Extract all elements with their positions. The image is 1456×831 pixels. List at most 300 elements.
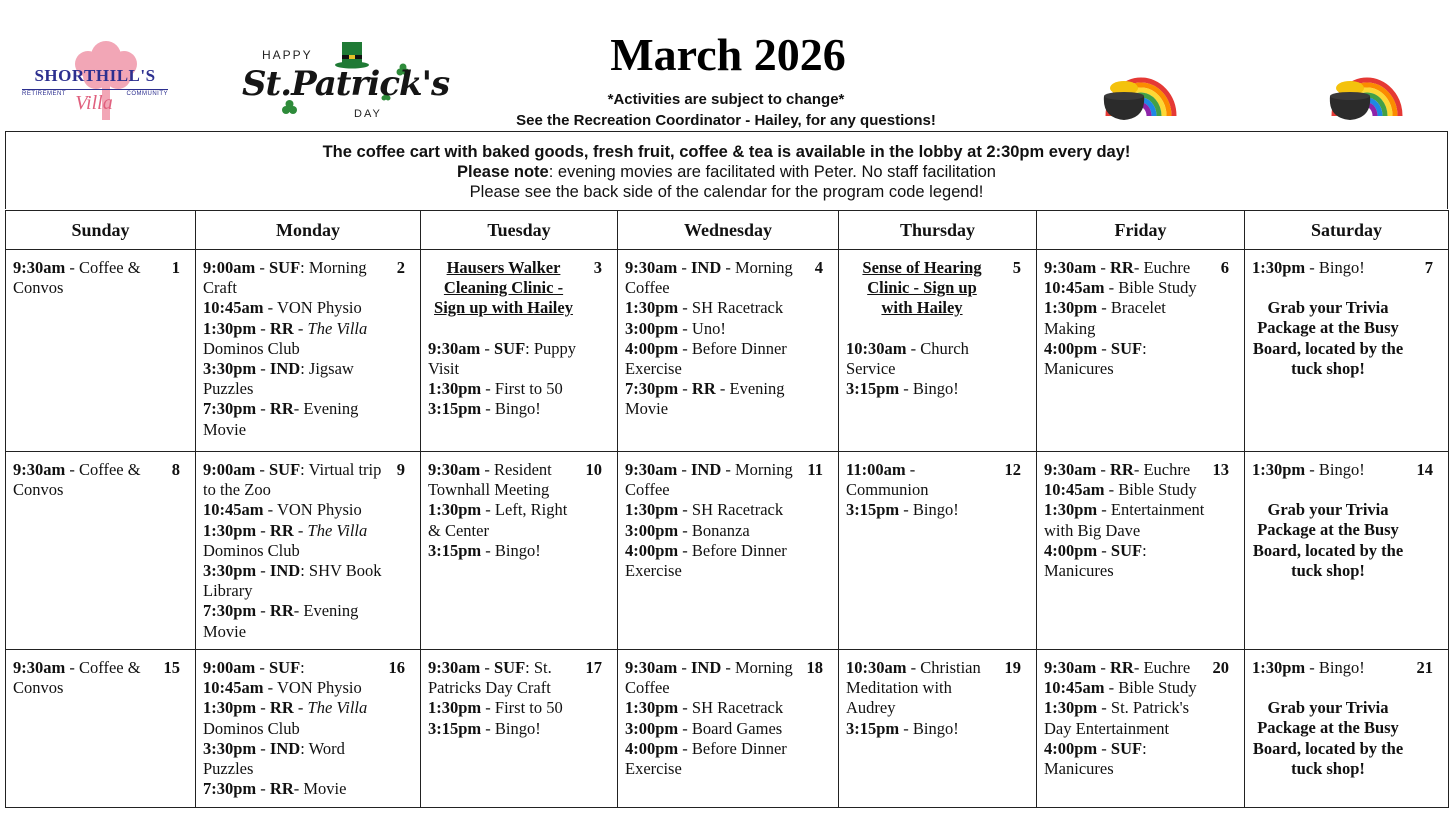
calendar-week-row <box>6 452 1449 650</box>
day-cell <box>839 650 1037 808</box>
event-time: 3:00pm <box>625 318 679 338</box>
day-events <box>1252 258 1442 379</box>
event-text: Bible Study <box>1118 278 1197 298</box>
event-item <box>625 298 802 318</box>
event-item <box>625 319 802 339</box>
trivia-notice: Grab your Trivia Package at the Busy Board, located by the tuck shop! <box>1252 500 1404 580</box>
event-separator: - <box>481 698 495 718</box>
event-time: 1:30pm <box>1044 698 1098 718</box>
event-separator: - <box>677 258 691 277</box>
program-code: IND <box>691 258 722 277</box>
event-item <box>428 541 581 561</box>
event-text: - Morning Coffee <box>625 258 793 298</box>
event-time: 1:30pm <box>1252 460 1306 479</box>
event-time: 1:30pm <box>1044 298 1098 318</box>
day-number: 13 <box>1212 460 1229 479</box>
legend-note: Please see the back side of the calendar for the program code legend! <box>469 183 984 201</box>
event-separator: - <box>481 500 495 520</box>
program-code: RR <box>269 520 294 540</box>
calendar-week-row <box>6 250 1449 452</box>
event-time: 7:30pm <box>203 601 257 621</box>
st-patricks-day-logo <box>238 38 450 126</box>
day-header-saturday: Saturday <box>1245 211 1449 250</box>
event-time: 1:30pm <box>203 520 257 540</box>
day-header-tuesday: Tuesday <box>421 211 618 250</box>
day-header-thursday: Thursday <box>839 211 1037 250</box>
coordinator-note: See the Recreation Coordinator - Hailey, for any questions! <box>516 112 936 129</box>
program-code: IND <box>691 658 722 677</box>
event-item <box>625 379 802 419</box>
event-item <box>846 339 1000 379</box>
event-item <box>625 500 802 520</box>
event-time: 3:15pm <box>846 500 900 520</box>
shv-sub-left: RETIREMENT <box>22 91 66 97</box>
event-separator: - <box>1096 258 1110 277</box>
event-separator: - <box>263 500 277 520</box>
day-events <box>203 658 414 799</box>
event-separator: - <box>255 658 269 677</box>
event-time: 1:30pm <box>428 500 482 520</box>
event-text: Bingo! <box>1318 460 1365 479</box>
event-time: 1:30pm <box>1044 500 1098 520</box>
day-header-sunday: Sunday <box>6 211 196 250</box>
day-cell <box>618 452 839 650</box>
event-item <box>428 500 581 540</box>
spacer <box>1252 480 1412 500</box>
event-text: - Evening Movie <box>203 601 359 641</box>
event-text: SH Racetrack <box>691 298 784 318</box>
event-time: 3:15pm <box>846 379 900 399</box>
event-item <box>1044 298 1208 338</box>
event-text: : Jigsaw Puzzles <box>203 359 354 399</box>
rainbow-pot-of-gold-icon <box>1322 38 1412 122</box>
event-text: Coffee & Convos <box>13 658 141 698</box>
day-events <box>1044 460 1238 581</box>
day-events <box>625 658 832 779</box>
event-text: Bingo! <box>1318 658 1365 677</box>
day-events <box>1252 460 1442 581</box>
event-separator: - <box>1096 460 1110 479</box>
event-separator: - <box>1104 678 1119 698</box>
event-text: Bible Study <box>1118 678 1197 698</box>
event-italic: The Villa <box>307 698 368 718</box>
event-italic: The Villa <box>307 318 368 338</box>
event-item <box>203 460 384 500</box>
program-code: SUF <box>269 460 301 479</box>
event-separator: - <box>1097 738 1111 758</box>
program-code: RR <box>269 779 294 799</box>
event-text: - Euchre <box>1133 460 1191 479</box>
day-number: 18 <box>806 658 823 677</box>
day-number: 8 <box>171 460 180 479</box>
event-separator: - <box>1097 540 1111 560</box>
event-text-cont: Dominos Club <box>203 540 300 560</box>
day-number: 15 <box>163 658 180 677</box>
special-event: Sense of Hearing Clinic - Sign up with Hailey <box>862 258 982 318</box>
event-text: Bingo! <box>1318 258 1365 277</box>
day-events <box>625 258 832 420</box>
event-separator: - <box>256 520 270 540</box>
day-events <box>1044 658 1238 779</box>
change-note: *Activities are subject to change* <box>607 91 845 108</box>
day-number: 14 <box>1416 460 1433 479</box>
event-item <box>1044 541 1208 581</box>
event-separator: - <box>906 658 921 677</box>
day-cell <box>839 250 1037 452</box>
day-cell <box>1037 452 1245 650</box>
day-number: 9 <box>396 460 405 479</box>
event-separator: - <box>480 460 494 479</box>
event-text: Bible Study <box>1118 480 1197 500</box>
event-item <box>203 678 384 698</box>
day-cell <box>421 452 618 650</box>
event-text: Coffee & Convos <box>13 258 141 298</box>
event-text: : Virtual trip to the Zoo <box>203 460 382 500</box>
movies-note-text: : evening movies are facilitated with Peter. No staff facilitation <box>548 163 996 181</box>
event-item <box>428 399 581 419</box>
day-events <box>13 460 189 500</box>
event-time: 4:00pm <box>625 540 679 560</box>
event-time: 1:30pm <box>428 379 482 399</box>
program-code: RR <box>691 379 716 399</box>
program-code: RR <box>1110 658 1134 677</box>
program-code: RR <box>269 399 294 419</box>
day-events <box>1252 658 1442 779</box>
event-item <box>203 601 384 641</box>
event-separator: - <box>481 540 495 560</box>
day-number: 16 <box>388 658 405 677</box>
program-code: IND <box>269 561 301 581</box>
day-cell <box>421 650 618 808</box>
day-number: 17 <box>585 658 602 677</box>
event-item <box>1044 698 1208 738</box>
event-separator: - <box>256 359 270 379</box>
event-time: 4:00pm <box>625 738 679 758</box>
program-code: SUF <box>1110 338 1143 358</box>
spacer <box>1252 278 1412 298</box>
event-time: 4:00pm <box>1044 338 1098 358</box>
rainbow-pot-of-gold-icon <box>1096 38 1186 122</box>
event-separator: - <box>65 658 79 677</box>
day-cell <box>839 452 1037 650</box>
event-separator: - <box>256 779 270 799</box>
happy-text: HAPPY <box>262 48 313 62</box>
day-number: 10 <box>585 460 602 479</box>
event-time: 9:30am <box>13 658 66 677</box>
day-number: 20 <box>1212 658 1229 677</box>
event-separator: - <box>256 318 270 338</box>
event-text-cont: Dominos Club <box>203 338 300 358</box>
event-item <box>203 521 384 561</box>
event-text: : SHV Book Library <box>203 561 382 601</box>
event-separator: - <box>255 258 269 277</box>
notice-box <box>5 131 1448 209</box>
event-separator: - <box>256 738 270 758</box>
program-code: SUF <box>1110 738 1143 758</box>
event-text: Resident Townhall Meeting <box>428 460 552 500</box>
program-code: RR <box>269 698 294 718</box>
event-separator: - <box>678 318 692 338</box>
program-code: SUF <box>494 338 526 358</box>
event-item <box>13 258 159 298</box>
day-number: 11 <box>807 460 823 479</box>
event-separator: - <box>899 379 913 399</box>
event-time: 1:30pm <box>1252 258 1306 277</box>
day-events <box>203 258 414 440</box>
day-header-monday: Monday <box>196 211 421 250</box>
event-text: - <box>293 318 308 338</box>
event-time: 9:30am <box>1044 460 1097 479</box>
event-time: 1:30pm <box>625 298 679 318</box>
event-text: - Euchre <box>1133 658 1191 677</box>
event-item <box>625 460 802 500</box>
header-notes <box>426 89 1026 131</box>
event-item <box>1044 739 1208 779</box>
event-time: 7:30pm <box>203 399 257 419</box>
event-item <box>625 339 802 379</box>
event-time: 7:30pm <box>203 779 257 799</box>
event-item <box>625 698 802 718</box>
st-patricks-text: St.Patrick's <box>242 64 450 104</box>
event-separator: - <box>255 460 269 479</box>
event-time: 1:30pm <box>625 698 679 718</box>
day-header-friday: Friday <box>1037 211 1245 250</box>
day-events <box>428 658 611 739</box>
event-separator: - <box>678 698 692 718</box>
event-item <box>203 319 384 359</box>
event-separator: - <box>678 338 692 358</box>
event-item <box>846 460 1000 500</box>
spacer <box>846 319 1000 339</box>
event-time: 10:45am <box>203 298 264 318</box>
event-time: 9:30am <box>428 338 481 358</box>
special-event: Hausers Walker Cleaning Clinic - Sign up with Hailey <box>434 258 573 318</box>
day-events <box>428 258 611 419</box>
event-separator: - <box>481 399 495 419</box>
please-note-label: Please note <box>457 163 549 181</box>
event-time: 9:30am <box>625 658 678 677</box>
event-time: 10:30am <box>846 658 907 677</box>
day-cell <box>6 452 196 650</box>
event-item <box>1044 500 1208 540</box>
event-text: First to 50 <box>494 379 563 399</box>
trivia-notice: Grab your Trivia Package at the Busy Board, located by the tuck shop! <box>1252 698 1404 778</box>
event-separator: - <box>1104 278 1119 298</box>
event-separator: - <box>906 338 921 358</box>
event-time: 9:30am <box>428 460 481 479</box>
event-separator: - <box>1097 500 1111 520</box>
event-text-cont: Dominos Club <box>203 718 300 738</box>
event-time: 9:30am <box>13 258 66 277</box>
day-events <box>13 258 189 298</box>
event-time: 4:00pm <box>625 338 679 358</box>
event-item <box>625 541 802 581</box>
event-text: - Morning Coffee <box>625 460 793 500</box>
coffee-cart-note: The coffee cart with baked goods, fresh fruit, coffee & tea is available in the lobby at 2:30pm every day! <box>322 143 1131 161</box>
event-time: 9:30am <box>625 460 678 479</box>
trivia-notice: Grab your Trivia Package at the Busy Board, located by the tuck shop! <box>1252 298 1404 378</box>
event-separator: - <box>65 258 79 277</box>
day-header-wednesday: Wednesday <box>618 211 839 250</box>
event-item <box>203 298 384 318</box>
event-item <box>13 658 159 698</box>
day-number: 3 <box>593 258 602 277</box>
event-separator: - <box>905 460 916 479</box>
event-text: - <box>293 520 308 540</box>
event-text: - Movie <box>293 779 347 799</box>
day-number: 2 <box>396 258 405 277</box>
event-separator: - <box>263 298 277 318</box>
calendar-week-row <box>6 650 1449 808</box>
event-time: 3:00pm <box>625 520 679 540</box>
day-cell <box>1245 650 1449 808</box>
program-code: SUF <box>1110 540 1143 560</box>
event-item <box>428 460 581 500</box>
day-events <box>1044 258 1238 379</box>
event-time: 9:30am <box>625 258 678 277</box>
event-text: Before Dinner Exercise <box>625 738 787 779</box>
event-item <box>625 521 802 541</box>
event-time: 4:00pm <box>1044 540 1098 560</box>
calendar-grid <box>5 210 1449 808</box>
event-separator: - <box>899 500 913 520</box>
event-text: Before Dinner Exercise <box>625 338 787 379</box>
event-text: SH Racetrack <box>691 500 784 520</box>
event-time: 1:30pm <box>428 698 482 718</box>
event-text: Left, Right & Center <box>428 500 568 540</box>
program-code: RR <box>269 601 294 621</box>
event-text: Bonanza <box>691 520 750 540</box>
event-item <box>846 719 1000 739</box>
event-separator: - <box>1097 298 1111 318</box>
event-item <box>1044 678 1208 698</box>
day-cell <box>1037 650 1245 808</box>
event-time: 3:00pm <box>625 718 679 738</box>
event-text: : Manicures <box>1044 540 1147 581</box>
event-text: - Euchre <box>1133 258 1191 277</box>
day-cell <box>1245 250 1449 452</box>
event-time: 11:00am <box>846 460 906 479</box>
event-item <box>13 460 159 500</box>
event-text: - Evening Movie <box>625 379 785 419</box>
event-separator: - <box>677 460 691 479</box>
day-number: 12 <box>1004 460 1021 479</box>
event-text: Church Service <box>846 338 969 378</box>
event-time: 10:45am <box>1044 678 1105 698</box>
event-time: 1:30pm <box>625 500 679 520</box>
event-separator: - <box>678 298 692 318</box>
event-time: 10:45am <box>1044 278 1105 298</box>
event-time: 3:15pm <box>428 718 482 738</box>
event-item <box>625 739 802 779</box>
event-item <box>428 698 581 718</box>
program-code: IND <box>691 460 722 479</box>
event-text: VON Physio <box>276 298 362 318</box>
day-cell <box>196 650 421 808</box>
event-time: 1:30pm <box>203 698 257 718</box>
day-number: 7 <box>1424 258 1433 277</box>
day-events <box>846 460 1030 521</box>
page-title: March 2026 <box>610 29 846 80</box>
event-separator: - <box>1305 658 1319 677</box>
event-separator: - <box>678 540 692 560</box>
event-time: 9:00am <box>203 658 256 677</box>
event-item <box>1044 460 1208 480</box>
program-code: SUF <box>269 658 301 677</box>
event-item <box>203 739 384 779</box>
day-number: 19 <box>1004 658 1021 677</box>
event-italic: The Villa <box>307 520 368 540</box>
event-time: 3:30pm <box>203 561 257 581</box>
event-time: 9:30am <box>1044 658 1097 677</box>
event-text: Bingo! <box>912 500 959 520</box>
event-time: 1:30pm <box>1252 658 1306 677</box>
event-item <box>428 379 581 399</box>
event-time: 9:30am <box>1044 258 1097 277</box>
event-separator: - <box>256 698 270 718</box>
movies-note <box>6 162 1447 182</box>
event-time: 3:30pm <box>203 359 257 379</box>
day-cell <box>618 250 839 452</box>
event-item <box>1044 258 1208 278</box>
event-item <box>203 359 384 399</box>
day-number: 21 <box>1416 658 1433 677</box>
shv-sub-right: COMMUNITY <box>126 91 168 97</box>
event-separator: - <box>1096 658 1110 677</box>
event-item <box>846 500 1000 520</box>
event-item <box>846 658 1000 719</box>
event-item <box>846 379 1000 399</box>
event-text: VON Physio <box>276 500 362 520</box>
event-text: Bingo! <box>912 379 959 399</box>
day-number: 6 <box>1220 258 1229 277</box>
event-item <box>203 561 384 601</box>
event-separator: - <box>678 738 692 758</box>
shv-villa-script: Villa <box>75 92 113 114</box>
event-separator: - <box>678 379 692 399</box>
event-text: - <box>293 698 308 718</box>
day-cell <box>1037 250 1245 452</box>
event-item <box>625 658 802 698</box>
event-text: Christian Meditation with Audrey <box>846 658 981 718</box>
event-text: Before Dinner Exercise <box>625 540 787 581</box>
event-separator: - <box>1104 480 1119 500</box>
day-cell <box>196 452 421 650</box>
event-item <box>1044 278 1208 298</box>
day-cell <box>1245 452 1449 650</box>
event-item <box>428 339 581 379</box>
event-text: : <box>300 658 305 677</box>
event-text: Bingo! <box>494 718 541 738</box>
event-time: 3:15pm <box>428 540 482 560</box>
event-item <box>1044 480 1208 500</box>
program-code: RR <box>1110 460 1134 479</box>
event-item <box>203 500 384 520</box>
day-events <box>846 258 1030 399</box>
weekday-header-row <box>6 211 1449 250</box>
event-text: - Morning Coffee <box>625 658 793 698</box>
day-number: 4 <box>814 258 823 277</box>
event-text: : St. Patricks Day Craft <box>428 658 552 698</box>
event-item <box>428 719 581 739</box>
event-item <box>625 719 802 739</box>
program-code: SUF <box>269 258 301 277</box>
program-code: IND <box>269 738 301 758</box>
event-text: SH Racetrack <box>691 698 784 718</box>
program-code: RR <box>269 318 294 338</box>
day-cell <box>421 250 618 452</box>
event-separator: - <box>256 399 270 419</box>
